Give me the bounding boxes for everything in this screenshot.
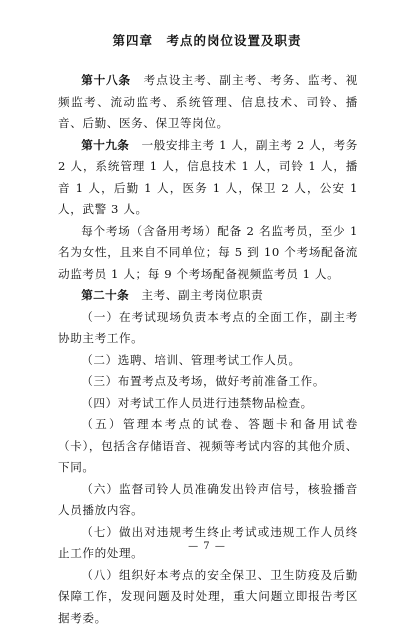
- article-20-item-2: （二）选聘、培训、管理考试工作人员。: [58, 350, 358, 372]
- article-19: [58, 135, 358, 221]
- page-number: — 7 —: [0, 541, 414, 552]
- article-19-extra: 每个考场（含备用考场）配备 2 名监考员，至少 1 名为女性，且来自不同单位；每 5 到 10 个考场配备流动监考员 1 人；每 9 个考场配备视频监考员 1 人。: [58, 221, 358, 286]
- article-20-number: 第二十条: [81, 288, 129, 302]
- article-18: [58, 70, 358, 135]
- article-20-item-4: （四）对考试工作人员进行违禁物品检查。: [58, 393, 358, 415]
- article-20-item-6: （六）监督司铃人员准确发出铃声信号，核验播音人员播放内容。: [58, 479, 358, 522]
- article-20-item-7: （七）做出对违规考生终止考试或违规工作人员终止工作的处理。: [58, 522, 358, 565]
- article-19-number: 第十九条: [81, 138, 129, 152]
- article-20-item-8: （八）组织好本考点的安全保卫、卫生防疫及后勤保障工作，发现问题及时处理，重大问题立即报告考区据考委。: [58, 565, 358, 629]
- article-18-number: 第十八条: [81, 73, 131, 87]
- article-19-text: 一般安排主考 1 人，副主考 2 人，考务 2 人，系统管理 1 人，信息技术 1 人，司铃 1 人，播音 1 人，后勤 1 人，医务 1 人，保卫 2 人，公安 1 人，武警 3 人。: [58, 138, 358, 217]
- article-20-text: 主考、副主考岗位职责: [141, 288, 263, 302]
- article-18-text: 考点设主考、副主考、考务、监考、视频监考、流动监考、系统管理、信息技术、司铃、播音、后勤、医务、保卫等岗位。: [58, 73, 358, 130]
- chapter-title: 第四章 考点的岗位设置及职责: [0, 33, 414, 49]
- article-20-item-5: （五）管理本考点的试卷、答题卡和备用试卷（卡），包括含存储语音、视频等考试内容的其他介质、下同。: [58, 414, 358, 479]
- article-20-item-1: （一）在考试现场负责本考点的全面工作，副主考协助主考工作。: [58, 307, 358, 350]
- article-20-item-3: （三）布置考点及考场，做好考前准备工作。: [58, 371, 358, 393]
- article-20: [58, 285, 358, 307]
